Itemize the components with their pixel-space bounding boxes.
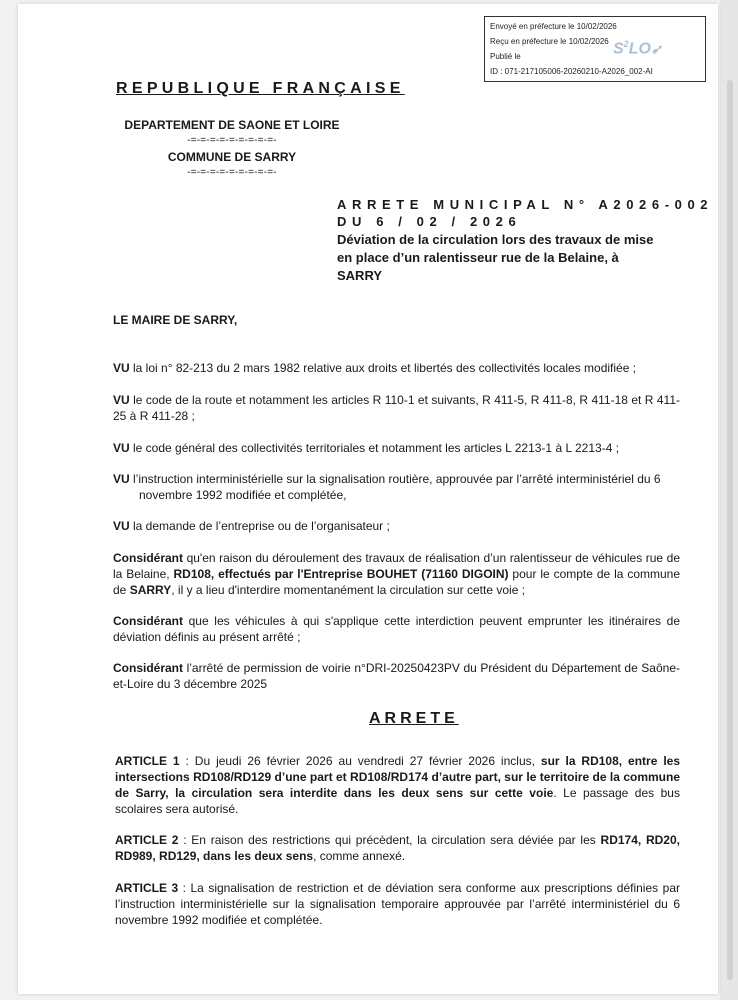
vu-clause [113,518,680,534]
separator: -=-=-=-=-=-=-=-=-=- [187,135,277,146]
article-2: ARTICLE 2 : En raison des restrictions qui précèdent, la circulation sera déviée par les RD174, RD20, RD989, RD129, dans les deux sens, comme annexé. [115,833,680,863]
vu-text: l’instruction interministérielle sur la signalisation routière, approuvée par l’arrêté interministériel du 6 [129,472,661,486]
article-label: ARTICLE 3 [115,881,179,895]
stamp-received: Reçu en préfecture le 10/02/2026 [490,37,609,46]
vu-keyword: VU [113,441,130,455]
vu-text: la demande de l’entreprise ou de l’organisateur ; [129,519,390,533]
scrollbar[interactable] [727,80,733,980]
logo-wing-icon: ➹ [650,41,662,57]
department-name: DEPARTEMENT DE SAONE ET LOIRE [124,118,340,132]
arrete-subject: Déviation de la circulation lors des travaux de mise en place d’un ralentisseur rue de la Belaine, à SARRY [337,232,654,283]
article-3: ARTICLE 3 : La signalisation de restriction et de déviation sera conforme aux prescriptions définies par l’instruction interministérielle sur la signalisation temporaire approuvée par l’arrêté interministériel du 6 novembre 1992 modifiée et complétée. [115,881,680,927]
considerant-clause: Considérant que les véhicules à qui s'applique cette interdiction peuvent emprunter les itinéraires de déviation définis au présent arrêté ; [113,614,680,644]
article-1: ARTICLE 1 : Du jeudi 26 février 2026 au vendredi 27 février 2026 inclus, sur la RD108, entre les intersections RD108/RD129 d’une part et RD108/RD174 d’autre part, sur le territoire de la commune de Sarry, la circulation sera interdite dans les deux sens sur cette voie. Le passage des bus scolaires sera autorisé. [115,754,681,816]
vu-text: le code de la route et notamment les articles R 110-1 et suivants, R 411-5, R 411-8, R 411-18 et R 411-25 à R 411-28 ; [113,393,680,423]
vu-keyword: VU [113,393,130,407]
commune-name: COMMUNE DE SARRY [167,150,297,164]
considerant-keyword: Considérant [113,551,184,565]
separator: -=-=-=-=-=-=-=-=-=- [187,167,277,178]
considerant-clause: Considérant qu'en raison du déroulement des travaux de réalisation d’un ralentisseur de véhicules rue de la Belaine, RD108, effectués par l'Entreprise BOUHET (71160 DIGOIN) pour le compte de la commune de SARRY, il y a lieu d'interdire momentanément la circulation sur cette voie ; [113,551,681,597]
stamp-sent: Envoyé en préfecture le 10/02/2026 [490,22,617,31]
republique-heading: REPUBLIQUE FRANÇAISE [116,80,405,97]
considerant-keyword: Considérant [113,614,184,628]
prefecture-stamp [484,16,706,82]
stamp-id: ID : 071-217105006-20260210-A2026_002-AI [490,67,653,76]
vu-clause [113,440,680,456]
stamp-published: Publié le [490,52,521,61]
vu-keyword: VU [113,519,130,533]
s2lo-logo: $S^2LO➹$ [613,39,662,58]
arrete-date: DU 6 / 02 / 2026 [337,214,522,229]
maire-heading: LE MAIRE DE SARRY, [113,313,238,327]
vu-clause [113,471,680,503]
considerant-clause: Considérant l’arrêté de permission de voirie n°DRI-20250423PV du Président du Département de Saône-et-Loire du 3 décembre 2025 [113,661,680,691]
considerant-keyword: Considérant [113,661,184,675]
vu-clause [113,360,680,376]
vu-text-continued: novembre 1992 modifiée et complétée, [139,488,347,502]
arrete-number: ARRETE MUNICIPAL N° A2026-002 [337,197,714,212]
vu-keyword: VU [113,472,130,486]
vu-clause [113,392,680,424]
vu-keyword: VU [113,361,130,375]
vu-text: le code général des collectivités territoriales et notamment les articles L 2213-1 à L 2213-4 ; [129,441,620,455]
article-label: ARTICLE 2 [115,833,179,847]
article-label: ARTICLE 1 [115,754,180,768]
vu-text: la loi n° 82-213 du 2 mars 1982 relative aux droits et libertés des collectivités locales modifiée ; [129,361,637,375]
arrete-heading: ARRETE [369,710,459,727]
